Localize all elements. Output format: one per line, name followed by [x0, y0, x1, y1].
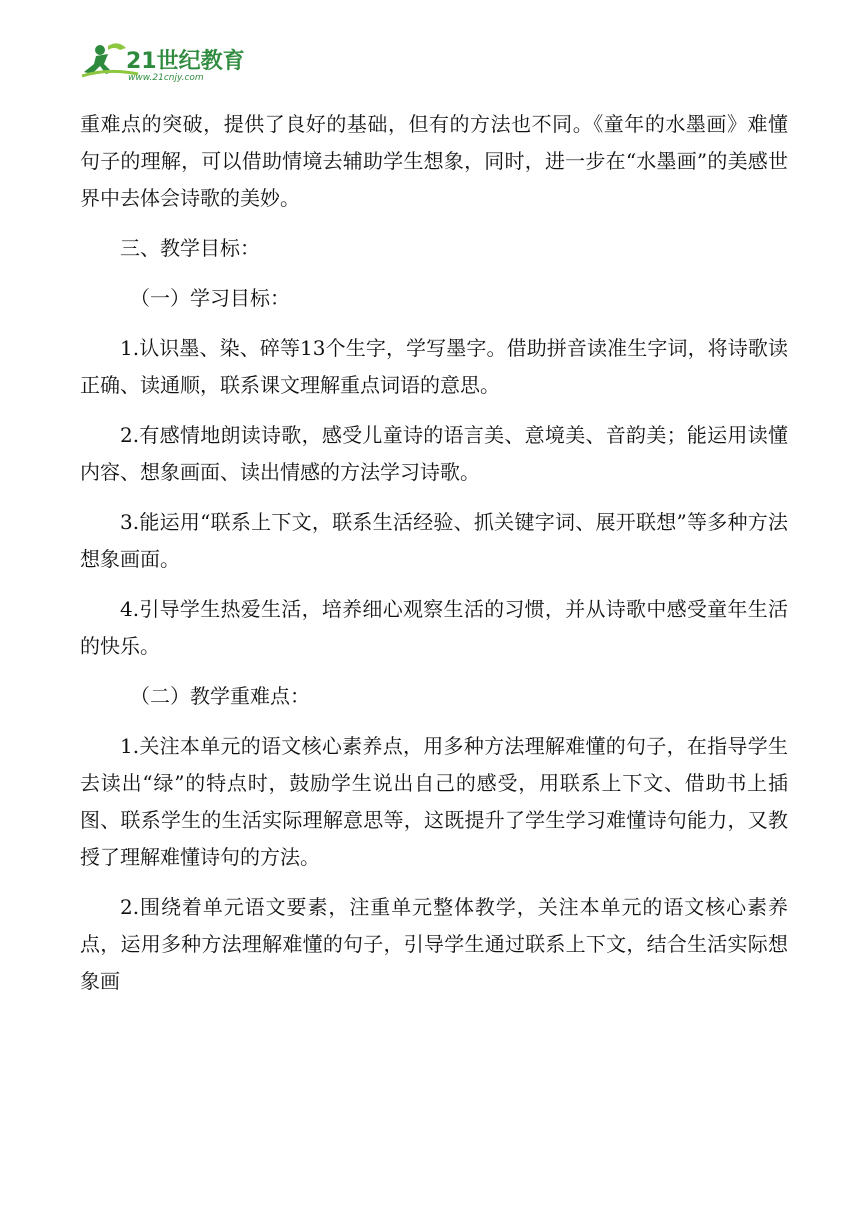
- goal-item-2: 2.有感情地朗读诗歌，感受儿童诗的语言美、意境美、音韵美；能运用读懂内容、想象画面、读出情感的方法学习诗歌。: [80, 423, 788, 484]
- key-point-2: 2.围绕着单元语文要素，注重单元整体教学，关注本单元的语文核心素养点，运用多种方法理解难懂的句子，引导学生通过联系上下文，结合生活实际想象画: [80, 895, 788, 993]
- logo-url: www.21cnjy.com: [128, 73, 204, 83]
- paragraph-continuation: 重难点的突破，提供了良好的基础，但有的方法也不同。《童年的水墨画》难懂句子的理解，可以借助情境去辅助学生想象，同时，进一步在“水墨画”的美感世界中去体会诗歌的美妙。: [80, 112, 788, 210]
- key-point-1: 1.关注本单元的语文核心素养点，用多种方法理解难懂的句子，在指导学生去读出“绿”的特点时，鼓励学生说出自己的感受，用联系上下文、借助书上插图、联系学生的生活实际理解意思等，这既提升了学生学习难懂诗句能力，又教授了理解难懂诗句的方法。: [80, 734, 788, 869]
- document-body: [80, 106, 788, 1000]
- section-heading-objectives: 三、教学目标：: [120, 236, 260, 260]
- goal-item-1: 1.认识墨、染、碎等13个生字，学写墨字。借助拼音读准生字词，将诗歌读正确、读通顺，联系课文理解重点词语的意思。: [80, 336, 788, 397]
- site-logo: [78, 38, 258, 84]
- goal-item-4: 4.引导学生热爱生活，培养细心观察生活的习惯，并从诗歌中感受童年生活的快乐。: [80, 597, 788, 658]
- subheading-key-points: （二）教学重难点：: [130, 684, 310, 708]
- goal-item-3: 3.能运用“联系上下文，联系生活经验、抓关键字词、展开联想”等多种方法想象画面。: [80, 510, 788, 571]
- subheading-learning-goals: （一）学习目标：: [130, 286, 290, 310]
- logo-graphic: [78, 38, 258, 84]
- logo-title: 21世纪教育: [126, 49, 245, 74]
